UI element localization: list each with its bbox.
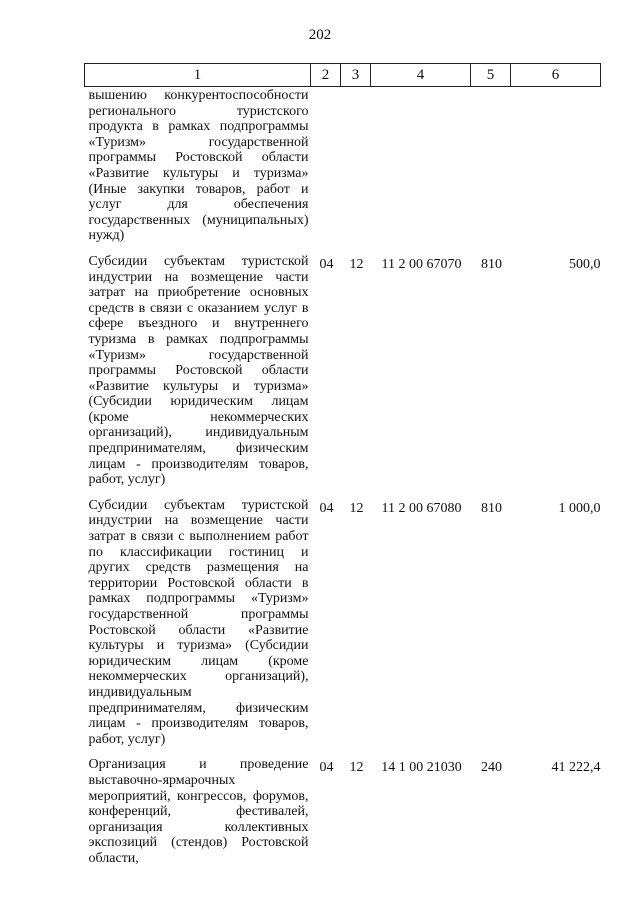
row-description: вышению конкурентоспособности регионального туристского продукта в рамках подпрограммы «Туризм» государственной программы Ростовской области «Развитие культуры и туризма» (Иные закупки товаров, работ и услуг для обеспечения государственных (муниципальных) нужд): [88, 88, 309, 244]
row-amount: 1 000,0: [558, 500, 601, 516]
row-subsection: 12: [349, 760, 364, 776]
column-header: 3: [341, 64, 371, 87]
table-header-row: [85, 64, 601, 87]
row-amount: 500,0: [569, 256, 601, 272]
row-subsection: 12: [349, 500, 364, 516]
row-expense-type: [471, 87, 511, 254]
row-subsection: 12: [349, 256, 364, 272]
table-row: [85, 87, 601, 254]
row-description: Субсидии субъектам туристской индустрии на возмещение части затрат в связи с выполнением работ по классификации гостиниц и других средств размещения на территории Ростовской области в рамках подпрограммы «Туризм» государственной программы Ростовской области «Развитие культуры и туризма» (Субсидии юридическим лицам (кроме некоммерческих организаций), индивидуальным предпринимателям, физическим лицам - производителям товаров, работ, услуг): [88, 497, 309, 747]
column-header: 4: [371, 64, 471, 87]
row-target-article: 14 1 00 21030: [381, 760, 462, 776]
row-expense-type: 810: [481, 256, 502, 272]
column-header: 1: [85, 64, 311, 87]
column-header: 2: [311, 64, 341, 87]
row-section: [311, 87, 341, 254]
row-expense-type: 240: [481, 760, 502, 776]
row-section: 04: [319, 500, 334, 516]
row-subsection: [341, 87, 371, 254]
column-header: 6: [511, 64, 601, 87]
column-header: 5: [471, 64, 511, 87]
table-row: [85, 757, 601, 876]
row-description: Субсидии субъектам туристской индустрии на возмещение части затрат на приобретение основных средств в связи с оказанием услуг в сфере въездного и внутреннего туризма в рамках подпрограммы «Туризм» государственной программы Ростовской области «Развитие культуры и туризма» (Субсидии юридическим лицам (кроме некоммерческих организаций), индивидуальным предпринимателям, физическим лицам - производителям товаров, работ, услуг): [88, 253, 309, 488]
row-section: 04: [319, 256, 334, 272]
row-section: 04: [319, 760, 334, 776]
table-row: [85, 498, 601, 758]
page-number: 202: [308, 27, 332, 43]
row-expense-type: 810: [481, 500, 502, 516]
table-row: [85, 254, 601, 498]
row-description: Организация и проведение выставочно-ярмарочных мероприятий, конгрессов, форумов, конференций, фестивалей, организация коллективных экспозиций (стендов) Ростовской области,: [88, 757, 309, 866]
row-target-article: 11 2 00 67070: [381, 256, 462, 272]
budget-table: [84, 63, 601, 877]
row-target-article: 11 2 00 67080: [381, 500, 462, 516]
row-amount: [511, 87, 601, 254]
row-target-article: [371, 87, 471, 254]
row-amount: 41 222,4: [551, 760, 601, 776]
